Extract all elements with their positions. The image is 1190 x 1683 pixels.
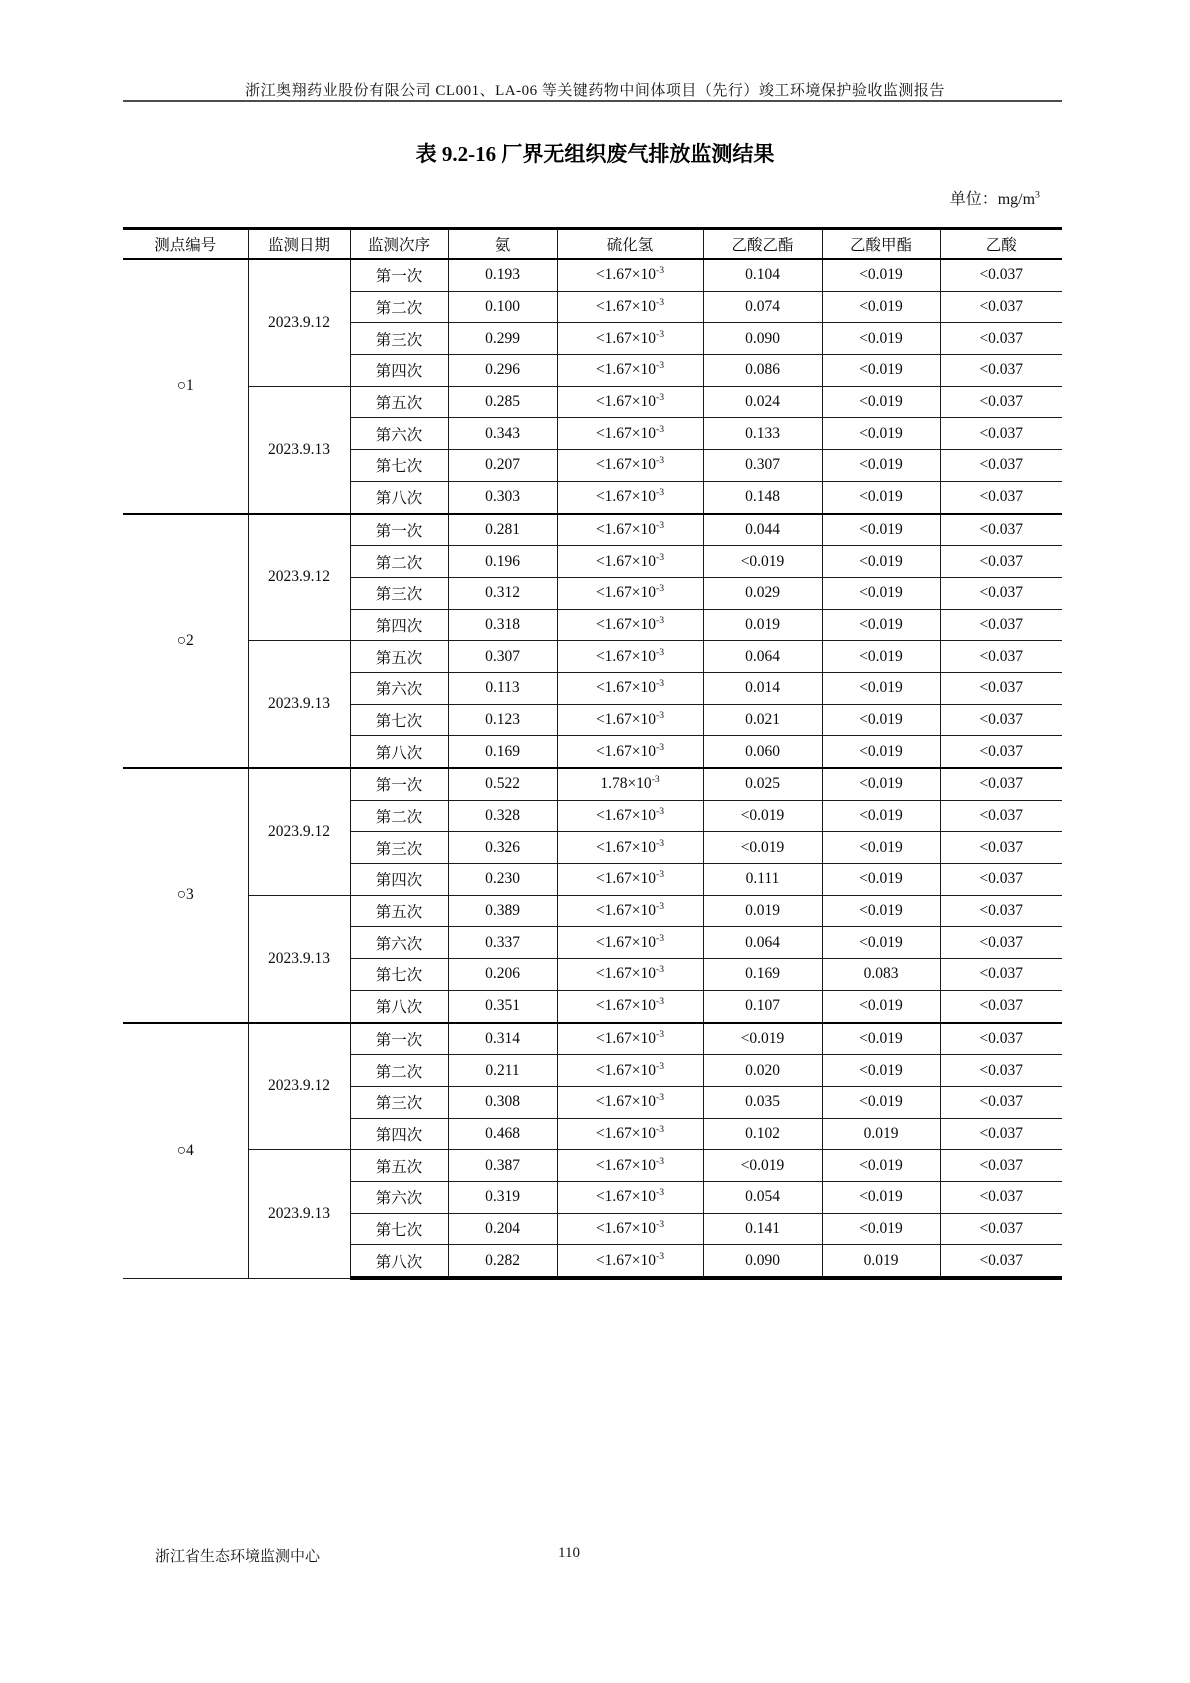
value-cell: 0.123 bbox=[448, 704, 557, 736]
value-cell: <0.019 bbox=[822, 927, 940, 959]
value-cell: 0.169 bbox=[703, 959, 822, 991]
table-row bbox=[123, 1150, 1062, 1182]
value-cell: 0.387 bbox=[448, 1150, 557, 1182]
sequence-cell: 第八次 bbox=[350, 990, 448, 1022]
value-cell: <0.037 bbox=[940, 1213, 1062, 1245]
column-header: 硫化氢 bbox=[557, 229, 703, 260]
value-cell: 0.113 bbox=[448, 672, 557, 704]
value-cell: 0.281 bbox=[448, 514, 557, 546]
value-cell: 0.303 bbox=[448, 481, 557, 513]
value-cell: 0.141 bbox=[703, 1213, 822, 1245]
value-cell: <0.019 bbox=[703, 832, 822, 864]
value-cell: <0.037 bbox=[940, 641, 1062, 673]
date-cell: 2023.9.12 bbox=[248, 768, 350, 895]
value-cell: 0.337 bbox=[448, 927, 557, 959]
value-cell: <0.019 bbox=[822, 1086, 940, 1118]
value-cell: <0.019 bbox=[822, 1150, 940, 1182]
sequence-cell: 第六次 bbox=[350, 927, 448, 959]
sequence-cell: 第三次 bbox=[350, 1086, 448, 1118]
sequence-cell: 第二次 bbox=[350, 291, 448, 323]
value-cell: 0.074 bbox=[703, 291, 822, 323]
sequence-cell: 第四次 bbox=[350, 864, 448, 896]
value-cell: 0.014 bbox=[703, 672, 822, 704]
value-cell: 0.389 bbox=[448, 895, 557, 927]
value-cell: 0.111 bbox=[703, 864, 822, 896]
value-cell: 0.193 bbox=[448, 259, 557, 291]
value-cell: 0.024 bbox=[703, 386, 822, 418]
table-header-row bbox=[123, 229, 1062, 260]
value-cell: <0.037 bbox=[940, 1181, 1062, 1213]
value-cell: <0.019 bbox=[822, 864, 940, 896]
value-cell: 0.019 bbox=[822, 1245, 940, 1278]
table-row bbox=[123, 895, 1062, 927]
value-cell: 0.054 bbox=[703, 1181, 822, 1213]
value-cell: $<1.67\times 10^{-3}$ bbox=[557, 546, 703, 578]
value-cell: <0.019 bbox=[822, 609, 940, 641]
date-cell: 2023.9.13 bbox=[248, 386, 350, 513]
value-cell: 0.019 bbox=[822, 1118, 940, 1150]
sequence-cell: 第四次 bbox=[350, 355, 448, 387]
value-cell: 0.029 bbox=[703, 577, 822, 609]
value-cell: $<1.67\times 10^{-3}$ bbox=[557, 386, 703, 418]
sequence-cell: 第七次 bbox=[350, 450, 448, 482]
sequence-cell: 第八次 bbox=[350, 1245, 448, 1278]
sequence-cell: 第三次 bbox=[350, 577, 448, 609]
value-cell: $<1.67\times 10^{-3}$ bbox=[557, 641, 703, 673]
value-cell: <0.037 bbox=[940, 386, 1062, 418]
value-cell: <0.019 bbox=[822, 1023, 940, 1055]
value-cell: 0.343 bbox=[448, 418, 557, 450]
value-cell: <0.037 bbox=[940, 895, 1062, 927]
value-cell: <0.037 bbox=[940, 704, 1062, 736]
value-cell: <0.019 bbox=[822, 895, 940, 927]
table-row bbox=[123, 641, 1062, 673]
value-cell: 0.328 bbox=[448, 800, 557, 832]
value-cell: <0.037 bbox=[940, 959, 1062, 991]
value-cell: $<1.67\times 10^{-3}$ bbox=[557, 1055, 703, 1087]
value-cell: 0.083 bbox=[822, 959, 940, 991]
value-cell: <0.019 bbox=[822, 418, 940, 450]
column-header: 监测次序 bbox=[350, 229, 448, 260]
value-cell: <0.019 bbox=[822, 291, 940, 323]
date-cell: 2023.9.12 bbox=[248, 514, 350, 641]
value-cell: 0.307 bbox=[703, 450, 822, 482]
value-cell: <0.019 bbox=[822, 641, 940, 673]
sequence-cell: 第七次 bbox=[350, 704, 448, 736]
value-cell: <0.019 bbox=[822, 990, 940, 1022]
value-cell: <0.019 bbox=[822, 259, 940, 291]
value-cell: $<1.67\times 10^{-3}$ bbox=[557, 832, 703, 864]
value-cell: <0.019 bbox=[703, 546, 822, 578]
value-cell: <0.037 bbox=[940, 1023, 1062, 1055]
document-header-text: 浙江奥翔药业股份有限公司 CL001、LA-06 等关键药物中间体项目（先行）竣工环境保护验收监测报告 bbox=[245, 83, 945, 99]
value-cell: <0.019 bbox=[703, 1150, 822, 1182]
value-cell: $<1.67\times 10^{-3}$ bbox=[557, 704, 703, 736]
value-cell: <0.037 bbox=[940, 736, 1062, 768]
footer-organization: 浙江省生态环境监测中心 bbox=[155, 1549, 321, 1565]
value-cell: <0.037 bbox=[940, 1245, 1062, 1278]
value-cell: <0.037 bbox=[940, 1086, 1062, 1118]
sequence-cell: 第四次 bbox=[350, 1118, 448, 1150]
value-cell: <0.037 bbox=[940, 1150, 1062, 1182]
value-cell: <0.037 bbox=[940, 577, 1062, 609]
value-cell: 0.351 bbox=[448, 990, 557, 1022]
value-cell: 0.107 bbox=[703, 990, 822, 1022]
sequence-cell: 第八次 bbox=[350, 481, 448, 513]
value-cell: $<1.67\times 10^{-3}$ bbox=[557, 323, 703, 355]
value-cell: $<1.67\times 10^{-3}$ bbox=[557, 1213, 703, 1245]
value-cell: <0.037 bbox=[940, 832, 1062, 864]
column-header: 测点编号 bbox=[123, 229, 248, 260]
station-cell: ○1 bbox=[123, 259, 248, 514]
value-cell: 0.204 bbox=[448, 1213, 557, 1245]
sequence-cell: 第一次 bbox=[350, 514, 448, 546]
monitoring-table-container bbox=[123, 227, 1062, 1280]
table-row bbox=[123, 259, 1062, 291]
column-header: 监测日期 bbox=[248, 229, 350, 260]
value-cell: <0.019 bbox=[822, 704, 940, 736]
value-cell: $<1.67\times 10^{-3}$ bbox=[557, 1118, 703, 1150]
sequence-cell: 第六次 bbox=[350, 672, 448, 704]
value-cell: <0.019 bbox=[822, 450, 940, 482]
value-cell: <0.037 bbox=[940, 481, 1062, 513]
value-cell: 0.060 bbox=[703, 736, 822, 768]
value-cell: <0.019 bbox=[822, 481, 940, 513]
value-cell: <0.037 bbox=[940, 864, 1062, 896]
date-cell: 2023.9.12 bbox=[248, 1023, 350, 1150]
sequence-cell: 第七次 bbox=[350, 959, 448, 991]
value-cell: 0.312 bbox=[448, 577, 557, 609]
table-title: 表 9.2-16 厂界无组织废气排放监测结果 bbox=[415, 142, 775, 166]
value-cell: $<1.67\times 10^{-3}$ bbox=[557, 990, 703, 1022]
sequence-cell: 第六次 bbox=[350, 1181, 448, 1213]
value-cell: $<1.67\times 10^{-3}$ bbox=[557, 355, 703, 387]
value-cell: 0.090 bbox=[703, 323, 822, 355]
value-cell: $<1.67\times 10^{-3}$ bbox=[557, 1181, 703, 1213]
value-cell: 0.296 bbox=[448, 355, 557, 387]
value-cell: 0.025 bbox=[703, 768, 822, 800]
value-cell: $<1.67\times 10^{-3}$ bbox=[557, 1086, 703, 1118]
value-cell: $<1.67\times 10^{-3}$ bbox=[557, 514, 703, 546]
sequence-cell: 第八次 bbox=[350, 736, 448, 768]
value-cell: $<1.67\times 10^{-3}$ bbox=[557, 577, 703, 609]
value-cell: 0.102 bbox=[703, 1118, 822, 1150]
sequence-cell: 第二次 bbox=[350, 546, 448, 578]
date-cell: 2023.9.12 bbox=[248, 259, 350, 386]
value-cell: <0.037 bbox=[940, 514, 1062, 546]
value-cell: 0.196 bbox=[448, 546, 557, 578]
column-header: 乙酸甲酯 bbox=[822, 229, 940, 260]
sequence-cell: 第七次 bbox=[350, 1213, 448, 1245]
sequence-cell: 第二次 bbox=[350, 1055, 448, 1087]
value-cell: <0.019 bbox=[703, 800, 822, 832]
sequence-cell: 第二次 bbox=[350, 800, 448, 832]
sequence-cell: 第五次 bbox=[350, 895, 448, 927]
value-cell: <0.019 bbox=[822, 736, 940, 768]
value-cell: 0.100 bbox=[448, 291, 557, 323]
value-cell: $<1.67\times 10^{-3}$ bbox=[557, 927, 703, 959]
value-cell: 0.307 bbox=[448, 641, 557, 673]
station-cell: ○2 bbox=[123, 514, 248, 769]
value-cell: <0.019 bbox=[703, 1023, 822, 1055]
value-cell: <0.037 bbox=[940, 259, 1062, 291]
value-cell: <0.019 bbox=[822, 1181, 940, 1213]
value-cell: 0.064 bbox=[703, 641, 822, 673]
sequence-cell: 第三次 bbox=[350, 323, 448, 355]
value-cell: <0.037 bbox=[940, 323, 1062, 355]
value-cell: 0.035 bbox=[703, 1086, 822, 1118]
value-cell: 0.230 bbox=[448, 864, 557, 896]
value-cell: 0.104 bbox=[703, 259, 822, 291]
value-cell: $<1.67\times 10^{-3}$ bbox=[557, 864, 703, 896]
value-cell: $<1.67\times 10^{-3}$ bbox=[557, 1245, 703, 1278]
column-header: 氨 bbox=[448, 229, 557, 260]
page-number: 110 bbox=[558, 1545, 580, 1561]
date-cell: 2023.9.13 bbox=[248, 1150, 350, 1278]
value-cell: 0.207 bbox=[448, 450, 557, 482]
value-cell: <0.019 bbox=[822, 800, 940, 832]
value-cell: <0.037 bbox=[940, 672, 1062, 704]
value-cell: <0.037 bbox=[940, 546, 1062, 578]
value-cell: $<1.67\times 10^{-3}$ bbox=[557, 895, 703, 927]
monitoring-results-table bbox=[123, 227, 1062, 1280]
value-cell: <0.037 bbox=[940, 800, 1062, 832]
value-cell: <0.037 bbox=[940, 927, 1062, 959]
column-header: 乙酸 bbox=[940, 229, 1062, 260]
value-cell: <0.019 bbox=[822, 577, 940, 609]
value-cell: $<1.67\times 10^{-3}$ bbox=[557, 672, 703, 704]
value-cell: <0.019 bbox=[822, 323, 940, 355]
value-cell: 0.148 bbox=[703, 481, 822, 513]
value-cell: $<1.67\times 10^{-3}$ bbox=[557, 1023, 703, 1055]
value-cell: <0.019 bbox=[822, 832, 940, 864]
value-cell: 0.319 bbox=[448, 1181, 557, 1213]
value-cell: 0.019 bbox=[703, 609, 822, 641]
value-cell: 0.086 bbox=[703, 355, 822, 387]
value-cell: 0.169 bbox=[448, 736, 557, 768]
value-cell: $<1.67\times 10^{-3}$ bbox=[557, 450, 703, 482]
value-cell: $1.78\times 10^{-3}$ bbox=[557, 768, 703, 800]
sequence-cell: 第五次 bbox=[350, 386, 448, 418]
value-cell: <0.037 bbox=[940, 418, 1062, 450]
unit-label: 单位：$mg/m^3$ bbox=[949, 189, 1040, 208]
value-cell: <0.037 bbox=[940, 768, 1062, 800]
value-cell: <0.037 bbox=[940, 1055, 1062, 1087]
value-cell: <0.037 bbox=[940, 355, 1062, 387]
value-cell: 0.090 bbox=[703, 1245, 822, 1278]
value-cell: <0.019 bbox=[822, 546, 940, 578]
value-cell: $<1.67\times 10^{-3}$ bbox=[557, 800, 703, 832]
value-cell: <0.019 bbox=[822, 672, 940, 704]
value-cell: 0.314 bbox=[448, 1023, 557, 1055]
value-cell: $<1.67\times 10^{-3}$ bbox=[557, 1150, 703, 1182]
sequence-cell: 第五次 bbox=[350, 1150, 448, 1182]
date-cell: 2023.9.13 bbox=[248, 895, 350, 1022]
value-cell: 0.020 bbox=[703, 1055, 822, 1087]
value-cell: <0.037 bbox=[940, 291, 1062, 323]
value-cell: 0.206 bbox=[448, 959, 557, 991]
value-cell: $<1.67\times 10^{-3}$ bbox=[557, 259, 703, 291]
date-cell: 2023.9.13 bbox=[248, 641, 350, 768]
value-cell: <0.037 bbox=[940, 990, 1062, 1022]
value-cell: 0.308 bbox=[448, 1086, 557, 1118]
value-cell: <0.037 bbox=[940, 609, 1062, 641]
value-cell: $<1.67\times 10^{-3}$ bbox=[557, 481, 703, 513]
value-cell: $<1.67\times 10^{-3}$ bbox=[557, 736, 703, 768]
value-cell: 0.021 bbox=[703, 704, 822, 736]
value-cell: 0.044 bbox=[703, 514, 822, 546]
value-cell: 0.064 bbox=[703, 927, 822, 959]
value-cell: $<1.67\times 10^{-3}$ bbox=[557, 959, 703, 991]
table-body bbox=[123, 259, 1062, 1278]
value-cell: $<1.67\times 10^{-3}$ bbox=[557, 609, 703, 641]
sequence-cell: 第四次 bbox=[350, 609, 448, 641]
value-cell: <0.019 bbox=[822, 355, 940, 387]
table-row bbox=[123, 768, 1062, 800]
value-cell: 0.282 bbox=[448, 1245, 557, 1278]
value-cell: 0.522 bbox=[448, 768, 557, 800]
value-cell: <0.019 bbox=[822, 1213, 940, 1245]
sequence-cell: 第一次 bbox=[350, 259, 448, 291]
station-cell: ○3 bbox=[123, 768, 248, 1023]
header-divider bbox=[123, 100, 1062, 102]
value-cell: 0.133 bbox=[703, 418, 822, 450]
value-cell: 0.019 bbox=[703, 895, 822, 927]
value-cell: $<1.67\times 10^{-3}$ bbox=[557, 291, 703, 323]
table-row bbox=[123, 1023, 1062, 1055]
value-cell: 0.468 bbox=[448, 1118, 557, 1150]
value-cell: <0.019 bbox=[822, 768, 940, 800]
value-cell: <0.037 bbox=[940, 450, 1062, 482]
value-cell: 0.318 bbox=[448, 609, 557, 641]
value-cell: <0.019 bbox=[822, 1055, 940, 1087]
sequence-cell: 第三次 bbox=[350, 832, 448, 864]
value-cell: 0.326 bbox=[448, 832, 557, 864]
table-row bbox=[123, 386, 1062, 418]
value-cell: <0.019 bbox=[822, 386, 940, 418]
table-row bbox=[123, 514, 1062, 546]
sequence-cell: 第一次 bbox=[350, 768, 448, 800]
sequence-cell: 第一次 bbox=[350, 1023, 448, 1055]
value-cell: 0.211 bbox=[448, 1055, 557, 1087]
value-cell: <0.019 bbox=[822, 514, 940, 546]
value-cell: <0.037 bbox=[940, 1118, 1062, 1150]
station-cell: ○4 bbox=[123, 1023, 248, 1279]
sequence-cell: 第六次 bbox=[350, 418, 448, 450]
value-cell: $<1.67\times 10^{-3}$ bbox=[557, 418, 703, 450]
column-header: 乙酸乙酯 bbox=[703, 229, 822, 260]
value-cell: 0.299 bbox=[448, 323, 557, 355]
sequence-cell: 第五次 bbox=[350, 641, 448, 673]
value-cell: 0.285 bbox=[448, 386, 557, 418]
